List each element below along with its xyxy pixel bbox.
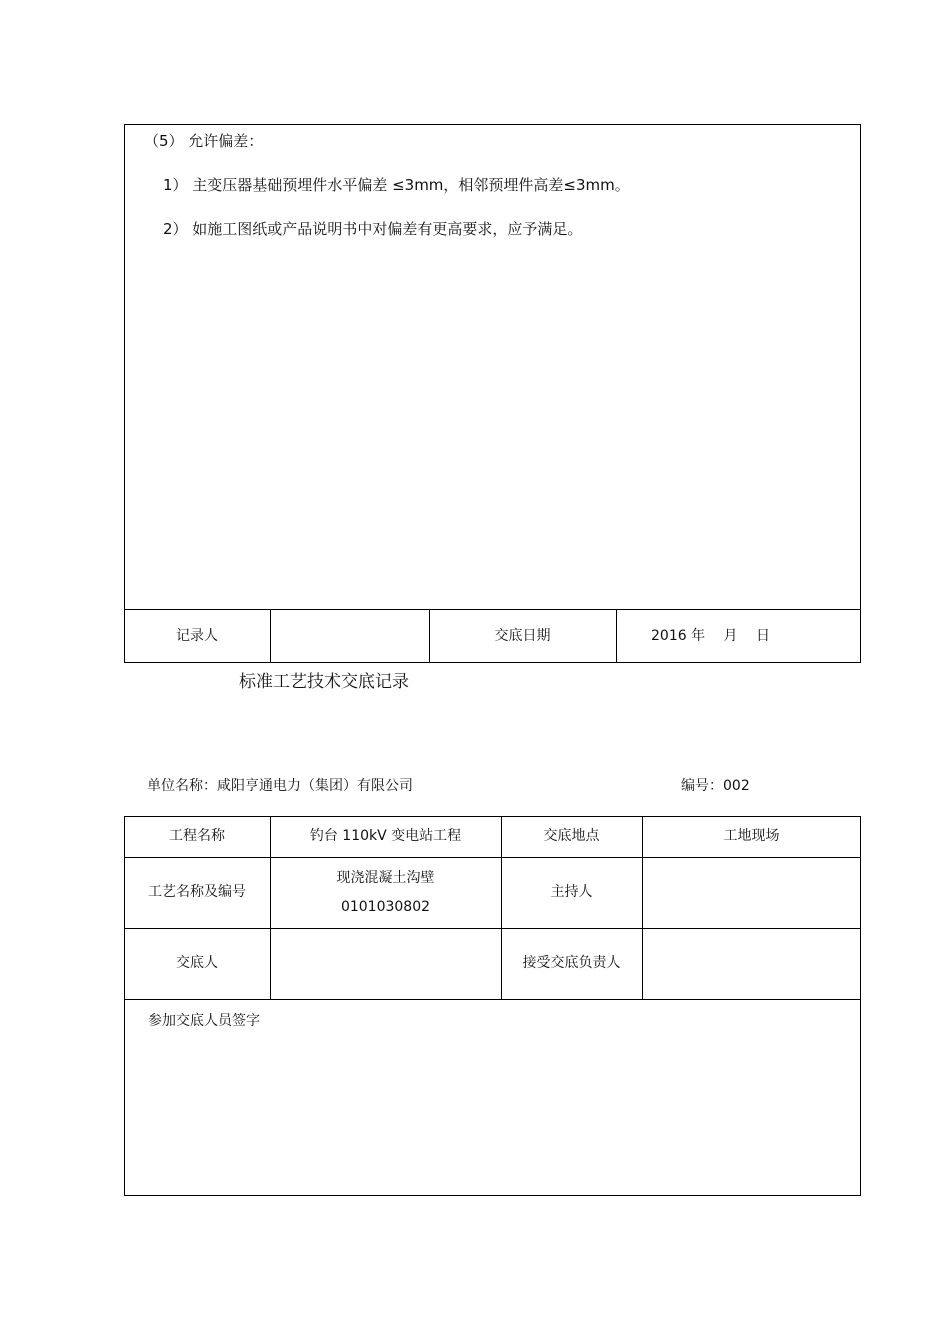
process-name: 现浇混凝土沟壁 [336,870,435,887]
date-value[interactable]: 2016 年 月 日 [651,628,770,644]
host-label: 主持人 [550,884,593,901]
project-name-value[interactable]: 钓台 110kV 变电站工程 [309,828,462,845]
record-number: 编号：002 [681,778,750,794]
host-value[interactable] [642,857,861,928]
recorder-label: 记录人 [176,627,218,644]
receiver-value[interactable] [642,928,861,999]
signature-area[interactable] [126,1035,859,1193]
location-value[interactable]: 工地现场 [723,828,780,845]
page-title: 标准工艺技术交底记录 [239,672,409,692]
presenter-label: 交底人 [176,955,218,972]
date-label: 交底日期 [494,627,551,644]
table-row-divider-3 [124,999,861,1000]
process-value[interactable] [270,857,501,928]
top-record-box [124,124,861,663]
project-name-label: 工程名称 [169,828,225,845]
process-code: 0101030802 [340,898,431,915]
signature-label: 参加交底人员签字 [148,1013,260,1029]
recorder-value[interactable] [270,609,429,663]
deviation-item-1: 1） 主变压器基础预埋件水平偏差 ≤3mm，相邻预埋件高差≤3mm。 [163,176,630,194]
deviation-item-2: 2） 如施工图纸或产品说明书中对偏差有更高要求，应予满足。 [163,220,583,238]
process-label: 工艺名称及编号 [148,884,246,901]
location-label: 交底地点 [543,828,600,845]
presenter-value[interactable] [270,928,501,999]
footer-col-divider-3 [616,609,617,663]
allowable-deviation-heading: （5） 允许偏差： [144,132,264,150]
unit-name: 单位名称：咸阳亨通电力（集团）有限公司 [147,778,413,794]
receiver-label: 接受交底负责人 [522,955,621,972]
